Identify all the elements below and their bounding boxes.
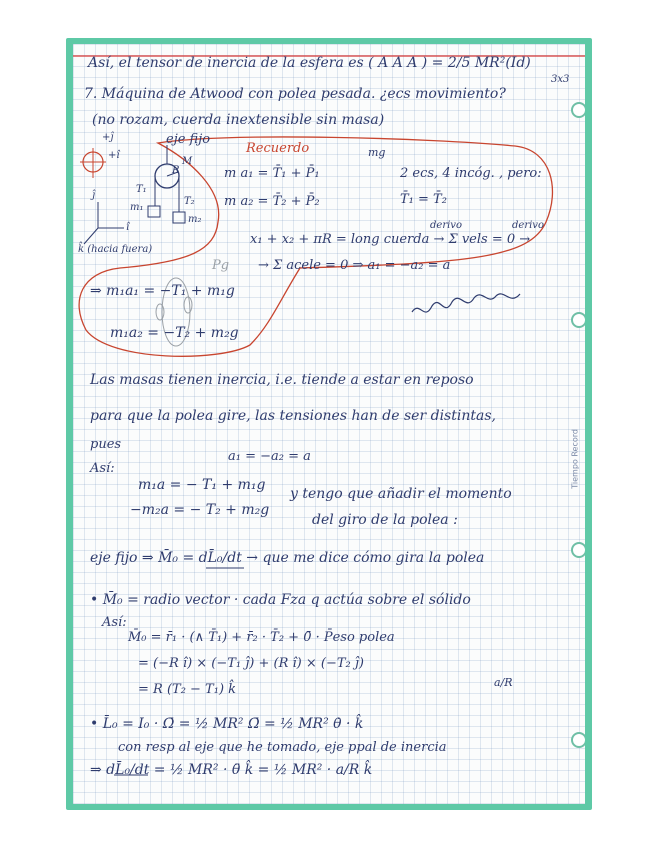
handwritten-equation: −m₂a = − T₂ + m₂g <box>130 502 270 518</box>
handwritten-line: con resp al eje que he tomado, eje ppal de inercia <box>118 740 447 755</box>
handwritten-line: 7. Máquina de Atwood con polea pesada. ¿ecs movimiento? <box>84 86 506 102</box>
handwritten-note: 3x3 <box>551 74 570 85</box>
handwritten-equation: m₁a₂ = −T₂ + m₂g <box>110 325 239 341</box>
handwritten-line: pues <box>90 437 122 452</box>
handwritten-equation: m a₁ = T̄₁ + P̄₁ <box>224 166 320 181</box>
diagram-label: m₁ <box>130 202 144 213</box>
handwritten-note: derivo <box>512 220 544 231</box>
axis-k-line <box>84 228 98 244</box>
handwritten-line: Así, el tensor de inercia de la esfera es ( A A A ) = 2/5 MR²(Id) <box>88 55 531 71</box>
handwritten-equation: • L̄₀ = I₀ · Ω̄ = ½ MR² Ω̄ = ½ MR² θ̇ · k̂ <box>90 716 364 732</box>
handwritten-line: Así: <box>102 615 127 630</box>
diagram-label: M <box>182 156 193 167</box>
pencil-sketch <box>184 297 192 313</box>
handwritten-heading: Recuerdo <box>246 141 310 156</box>
handwritten-equation: m a₂ = T̄₂ + P̄₂ <box>224 194 320 209</box>
diagram-label: k̂ (hacia fuera) <box>78 244 153 255</box>
handwritten-note: eje fijo <box>166 132 211 147</box>
diagram-label: T₁ <box>136 184 147 195</box>
handwritten-equation: → Σ acele = 0 ⇒ a₁ = −a₂ = a <box>258 258 451 273</box>
diagram-label: ĵ <box>92 190 96 201</box>
handwritten-equation: = (−R î) × (−T₁ ĵ) + (R î) × (−T₂ ĵ) <box>138 656 364 671</box>
handwritten-equation: ⇒ m₁a₁ = −T₁ + m₁g <box>90 283 235 299</box>
handwritten-equation: x₁ + x₂ + πR = long cuerda → Σ vels = 0 → <box>250 232 531 247</box>
mass-1-box <box>148 206 160 217</box>
diagram-label: +î <box>108 150 120 161</box>
handwritten-equation: ⇒ dL̄₀/dt = ½ MR² · θ̈ k̂ = ½ MR² · a/R k̂ <box>90 762 373 778</box>
diagram-label: î <box>126 222 130 233</box>
handwritten-note: mg <box>368 146 386 159</box>
handwritten-line: Así: <box>90 461 115 476</box>
handwritten-equation: a₁ = −a₂ = a <box>228 449 311 464</box>
handwritten-equation: m₁a = − T₁ + m₁g <box>138 477 266 493</box>
handwritten-note: derivo <box>430 220 462 231</box>
diagram-label: T₂ <box>184 196 195 207</box>
mass-2-box <box>173 212 185 223</box>
diagram-label: R <box>172 165 180 176</box>
handwritten-line: del giro de la polea : <box>312 512 458 528</box>
side-brand-text: Tiempo Record <box>571 429 580 489</box>
crossed-out-scribble <box>412 294 520 312</box>
handwritten-equation: = R (T₂ − T₁) k̂ <box>138 682 237 697</box>
diagram-label: Pg <box>212 258 230 273</box>
handwritten-equation: eje fijo ⇒ M̄₀ = dL̄₀/dt → que me dice cómo gira la polea <box>90 550 485 566</box>
handwritten-line: (no rozam, cuerda inextensible sin masa) <box>92 112 385 128</box>
handwritten-line: 2 ecs, 4 incóg. , pero: <box>400 166 542 181</box>
diagram-label: +ĵ <box>102 132 114 143</box>
handwritten-equation: T̄₁ = T̄₂ <box>400 192 447 207</box>
handwritten-line: y tengo que añadir el momento <box>290 486 512 502</box>
handwritten-line: para que la polea gire, las tensiones han de ser distintas, <box>90 408 496 424</box>
handwritten-note: a/R <box>494 676 513 689</box>
diagram-label: m₂ <box>188 214 202 225</box>
handwritten-equation: M̄₀ = r̄₁ · (∧ T̄₁) + r̄₂ · T̄₂ + 0̄ · P̄eso polea <box>128 630 395 645</box>
handwritten-line: Las masas tienen inercia, i.e. tiende a estar en reposo <box>90 372 474 388</box>
handwritten-line: • M̄₀ = radio vector · cada Fza q actúa sobre el sólido <box>90 592 471 608</box>
pencil-sketch <box>156 304 164 320</box>
